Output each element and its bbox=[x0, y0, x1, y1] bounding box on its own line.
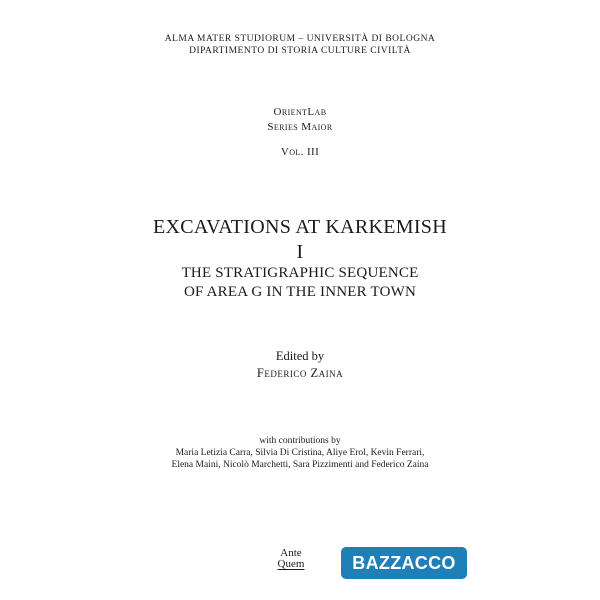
publisher-logo-line-2: Quem bbox=[277, 558, 305, 570]
volume-number: Vol. III bbox=[280, 146, 320, 158]
edited-by-label: Edited by bbox=[275, 349, 325, 363]
book-subtitle-line-1: THE STRATIGRAPHIC SEQUENCE bbox=[181, 265, 419, 281]
publisher-logo bbox=[274, 548, 308, 570]
editor-name: Federico Zaina bbox=[256, 366, 344, 380]
bazzacco-badge: BAZZACCO bbox=[341, 547, 467, 579]
contributors-line-2: Elena Maini, Nicolò Marchetti, Sara Pizzimenti and Federico Zaina bbox=[171, 460, 429, 470]
series-name: OrientLab bbox=[273, 106, 327, 118]
series-sub: Series Maior bbox=[267, 121, 333, 133]
book-subtitle-line-2: OF AREA G IN THE INNER TOWN bbox=[183, 284, 417, 300]
contributors-line-1: Maria Letizia Carra, Silvia Di Cristina, Aliye Erol, Kevin Ferrari, bbox=[175, 448, 425, 458]
contributions-intro: with contributions by bbox=[259, 436, 341, 446]
institution-line-2: DIPARTIMENTO DI STORIA CULTURE CIVILTÀ bbox=[189, 46, 411, 56]
institution-line-1: ALMA MATER STUDIORUM – UNIVERSITÀ DI BOLOGNA bbox=[164, 34, 436, 44]
book-volume-numeral: I bbox=[296, 241, 304, 263]
publisher-logo-line-1: Ante bbox=[280, 547, 302, 559]
book-title: EXCAVATIONS AT KARKEMISH bbox=[153, 216, 447, 238]
